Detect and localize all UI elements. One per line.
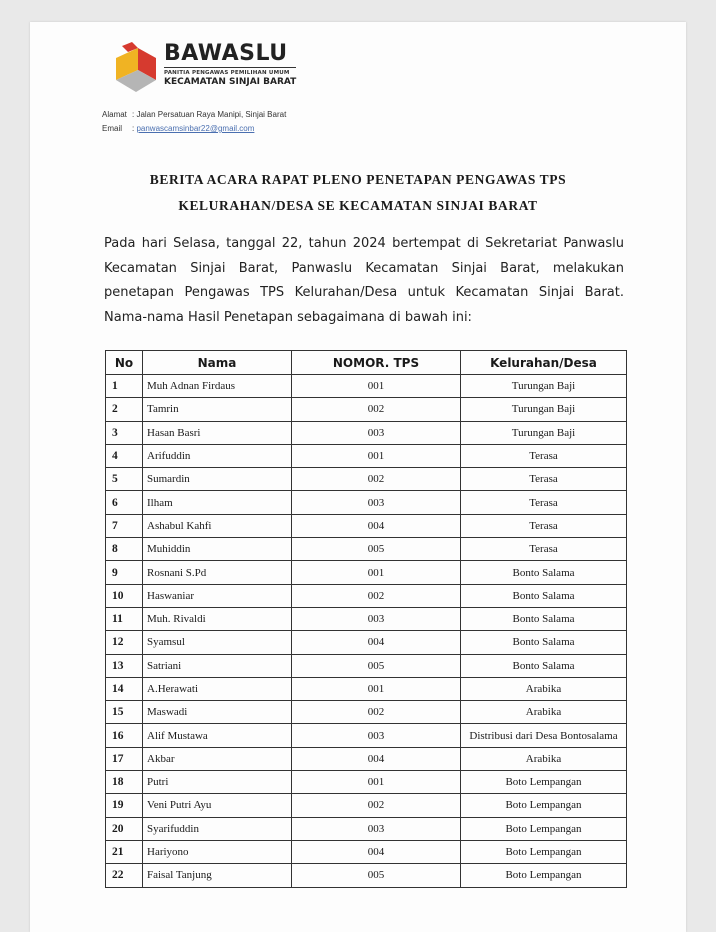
row-kelurahan-desa: Terasa	[461, 444, 627, 467]
row-nomor-tps: 003	[292, 421, 461, 444]
row-kelurahan-desa: Bonto Salama	[461, 561, 627, 584]
row-nomor-tps: 003	[292, 607, 461, 630]
row-kelurahan-desa: Terasa	[461, 538, 627, 561]
row-nomor-tps: 002	[292, 398, 461, 421]
row-kelurahan-desa: Bonto Salama	[461, 654, 627, 677]
row-nama: Syamsul	[143, 631, 292, 654]
body-paragraph: Pada hari Selasa, tanggal 22, tahun 2024 bertempat di Sekretariat Panwaslu Kecamatan Sinjai Barat, Panwaslu Kecamatan Sinjai Barat, melakukan penetapan Pengawas TPS Kelurahan/Desa untuk Kecamatan Sinjai Barat. Nama-nama Hasil Penetapan sebagaimana di bawah ini:	[104, 236, 624, 325]
row-kelurahan-desa: Bonto Salama	[461, 607, 627, 630]
address-label: Alamat	[102, 110, 127, 119]
row-nama: Muhiddin	[143, 538, 292, 561]
row-number: 4	[106, 444, 143, 467]
row-nomor-tps: 002	[292, 584, 461, 607]
row-nama: Putri	[143, 771, 292, 794]
row-nama: Muh. Rivaldi	[143, 607, 292, 630]
row-number: 16	[106, 724, 143, 747]
row-nama: Faisal Tanjung	[143, 864, 292, 887]
row-kelurahan-desa: Bonto Salama	[461, 631, 627, 654]
row-nama: Alif Mustawa	[143, 724, 292, 747]
row-number: 18	[106, 771, 143, 794]
header-nama: Nama	[143, 351, 292, 375]
header-kelurahan-desa: Kelurahan/Desa	[461, 351, 627, 375]
table-row	[106, 514, 627, 537]
row-number: 20	[106, 817, 143, 840]
row-number: 9	[106, 561, 143, 584]
table-row	[106, 584, 627, 607]
row-nomor-tps: 001	[292, 561, 461, 584]
logo-subtitle: PANITIA PENGAWAS PEMILIHAN UMUM	[164, 67, 296, 77]
row-number: 5	[106, 468, 143, 491]
row-number: 6	[106, 491, 143, 514]
row-nomor-tps: 005	[292, 538, 461, 561]
row-nama: Hasan Basri	[143, 421, 292, 444]
logo-title: BAWASLU	[164, 41, 288, 66]
row-number: 2	[106, 398, 143, 421]
row-number: 14	[106, 677, 143, 700]
row-nomor-tps: 001	[292, 771, 461, 794]
row-number: 3	[106, 421, 143, 444]
row-nomor-tps: 003	[292, 724, 461, 747]
email-link[interactable]: panwascamsinbar22@gmail.com	[136, 124, 255, 133]
table-row	[106, 840, 627, 863]
row-number: 7	[106, 514, 143, 537]
row-nama: Muh Adnan Firdaus	[143, 375, 292, 398]
row-nomor-tps: 001	[292, 375, 461, 398]
row-kelurahan-desa: Bonto Salama	[461, 584, 627, 607]
row-nama: Ilham	[143, 491, 292, 514]
row-nomor-tps: 004	[292, 514, 461, 537]
row-kelurahan-desa: Distribusi dari Desa Bontosalama	[461, 724, 627, 747]
table-row	[106, 444, 627, 467]
header-nomor-tps: NOMOR. TPS	[292, 351, 461, 375]
row-nama: Veni Putri Ayu	[143, 794, 292, 817]
row-kelurahan-desa: Boto Lempangan	[461, 794, 627, 817]
row-nama: A.Herawati	[143, 677, 292, 700]
row-kelurahan-desa: Terasa	[461, 514, 627, 537]
row-number: 10	[106, 584, 143, 607]
row-kelurahan-desa: Arabika	[461, 701, 627, 724]
row-nama: Satriani	[143, 654, 292, 677]
table-row	[106, 747, 627, 770]
row-nama: Hariyono	[143, 840, 292, 863]
row-nomor-tps: 002	[292, 794, 461, 817]
row-nama: Syarifuddin	[143, 817, 292, 840]
row-number: 8	[106, 538, 143, 561]
row-kelurahan-desa: Boto Lempangan	[461, 864, 627, 887]
row-kelurahan-desa: Turungan Baji	[461, 398, 627, 421]
bawaslu-emblem-icon	[108, 40, 160, 98]
row-number: 12	[106, 631, 143, 654]
table-row	[106, 724, 627, 747]
row-number: 11	[106, 607, 143, 630]
row-nomor-tps: 003	[292, 817, 461, 840]
row-number: 13	[106, 654, 143, 677]
table-row	[106, 468, 627, 491]
email-label: Email	[102, 124, 123, 133]
document-title	[30, 167, 686, 219]
row-nama: Akbar	[143, 747, 292, 770]
tps-table	[105, 350, 627, 888]
table-row	[106, 538, 627, 561]
row-kelurahan-desa: Terasa	[461, 468, 627, 491]
table-row	[106, 864, 627, 887]
row-nama: Arifuddin	[143, 444, 292, 467]
address-value: : Jalan Persatuan Raya Manipi, Sinjai Barat	[132, 110, 287, 119]
row-number: 15	[106, 701, 143, 724]
title-line-2: KELURAHAN/DESA SE KECAMATAN SINJAI BARAT	[178, 198, 538, 213]
table-row	[106, 701, 627, 724]
row-nomor-tps: 002	[292, 468, 461, 491]
table-row	[106, 491, 627, 514]
row-nomor-tps: 004	[292, 747, 461, 770]
table-row	[106, 607, 627, 630]
table-row	[106, 398, 627, 421]
logo-district: KECAMATAN SINJAI BARAT	[164, 77, 297, 87]
table-row	[106, 771, 627, 794]
row-kelurahan-desa: Arabika	[461, 747, 627, 770]
address-block: Alamat : Jalan Persatuan Raya Manipi, Sinjai Barat Email : panwascamsinbar22@gmail.com	[102, 108, 286, 136]
row-nama: Tamrin	[143, 398, 292, 421]
row-kelurahan-desa: Terasa	[461, 491, 627, 514]
row-nomor-tps: 005	[292, 654, 461, 677]
row-nama: Haswaniar	[143, 584, 292, 607]
row-number: 19	[106, 794, 143, 817]
row-kelurahan-desa: Arabika	[461, 677, 627, 700]
table-row	[106, 561, 627, 584]
row-nomor-tps: 001	[292, 677, 461, 700]
row-kelurahan-desa: Boto Lempangan	[461, 771, 627, 794]
row-nama: Maswadi	[143, 701, 292, 724]
row-kelurahan-desa: Boto Lempangan	[461, 817, 627, 840]
header-no: No	[106, 351, 143, 375]
row-kelurahan-desa: Turungan Baji	[461, 375, 627, 398]
row-nama: Sumardin	[143, 468, 292, 491]
title-line-1: BERITA ACARA RAPAT PLENO PENETAPAN PENGAWAS TPS	[149, 172, 567, 187]
row-number: 22	[106, 864, 143, 887]
row-nomor-tps: 001	[292, 444, 461, 467]
row-nomor-tps: 004	[292, 631, 461, 654]
document-page	[30, 22, 686, 932]
table-row	[106, 375, 627, 398]
row-number: 1	[106, 375, 143, 398]
bawaslu-logo	[108, 40, 296, 98]
row-nama: Ashabul Kahfi	[143, 514, 292, 537]
row-kelurahan-desa: Boto Lempangan	[461, 840, 627, 863]
row-nomor-tps: 005	[292, 864, 461, 887]
row-nomor-tps: 002	[292, 701, 461, 724]
row-number: 17	[106, 747, 143, 770]
row-nama: Rosnani S.Pd	[143, 561, 292, 584]
table-row	[106, 794, 627, 817]
table-row	[106, 654, 627, 677]
row-number: 21	[106, 840, 143, 863]
table-row	[106, 631, 627, 654]
table-row	[106, 421, 627, 444]
row-nomor-tps: 004	[292, 840, 461, 863]
row-kelurahan-desa: Turungan Baji	[461, 421, 627, 444]
table-header-row	[106, 351, 627, 375]
table-row	[106, 817, 627, 840]
row-nomor-tps: 003	[292, 491, 461, 514]
table-row	[106, 677, 627, 700]
